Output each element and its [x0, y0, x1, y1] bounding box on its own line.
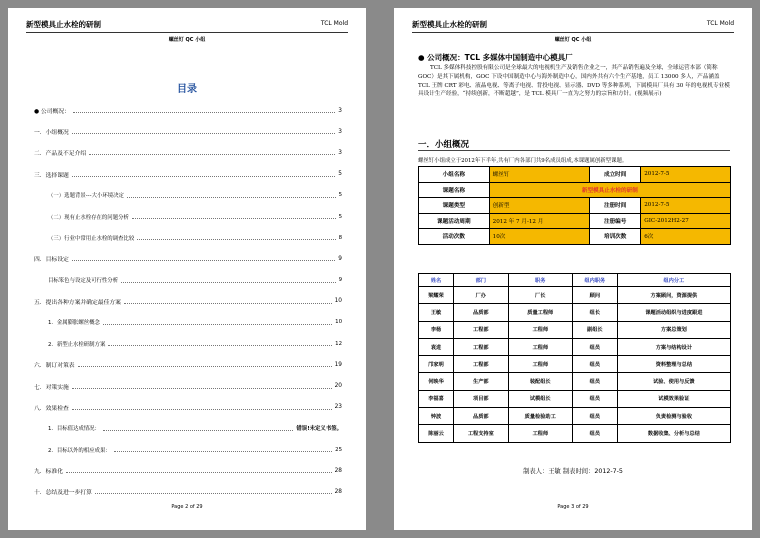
toc-leader-dots: [72, 409, 332, 410]
group-intro: 螺丝钉小组成立于2012年下半年,共有厂内各部门共9名成员组成,本课题属创新型课题。: [418, 158, 628, 164]
toc-entry-page: 12: [335, 340, 342, 347]
toc-entry-label: （二）现有止水栓存在的问题分析: [48, 214, 129, 221]
table-cell: 邝家明: [419, 356, 454, 373]
info-value: 2012 年 7 月-12 月: [489, 213, 589, 229]
info-label: 活动次数: [419, 229, 490, 245]
toc-leader-dots: [66, 472, 332, 473]
table-row: [419, 321, 731, 338]
table-cell: 方案与结构设计: [617, 338, 730, 355]
table-cell: 厂办: [454, 287, 509, 304]
header-brand: TCL Mold: [706, 20, 734, 27]
header-title: 新型模具止水栓的研制: [412, 20, 487, 29]
toc-entry[interactable]: [34, 164, 342, 185]
toc-entry-page: 9: [338, 277, 342, 284]
toc-entry-label: 1．目标值达成情况：: [48, 426, 100, 433]
table-of-contents: [34, 100, 342, 503]
toc-leader-dots: [72, 260, 336, 261]
toc-entry-page: 28: [334, 488, 342, 495]
toc-entry[interactable]: [34, 291, 342, 312]
toc-entry[interactable]: [34, 312, 342, 333]
toc-entry[interactable]: [34, 206, 342, 227]
table-cell: 工程支持室: [454, 425, 509, 442]
toc-leader-dots: [95, 493, 332, 494]
group-info-table: [418, 166, 731, 245]
table-cell: 生产部: [454, 373, 509, 390]
table-cell: 何映华: [419, 373, 454, 390]
topic-value: 新型模具止水栓的研制: [489, 182, 730, 198]
info-value: GIC-2012H2-27: [641, 213, 731, 229]
toc-leader-dots: [121, 282, 335, 283]
table-maker-line: 制表人：王敏 制表时间：2012-7-5: [523, 468, 623, 475]
toc-leader-dots: [108, 345, 332, 346]
toc-entry-label: 2．新型止水栓研制方案: [48, 341, 106, 348]
toc-entry[interactable]: [34, 439, 342, 460]
column-header: 组内分工: [617, 274, 730, 287]
toc-leader-dots: [72, 388, 332, 389]
info-value: 2012-7-5: [641, 198, 731, 214]
table-cell: 工程部: [454, 321, 509, 338]
toc-entry-page: 19: [334, 361, 342, 368]
table-row: [419, 304, 731, 321]
toc-entry-label: 1．金属膨胀螺丝概念: [48, 320, 100, 327]
toc-entry[interactable]: [34, 270, 342, 291]
toc-entry-label: （三）行业中常用止水栓的调查比较: [48, 235, 135, 242]
table-row: [419, 408, 731, 425]
table-row: [419, 390, 731, 407]
toc-entry-label: 2．目标以外的相应成果：: [48, 447, 111, 454]
info-value: 6次: [641, 229, 731, 245]
page-header: [412, 18, 734, 33]
table-cell: 工程师: [508, 338, 572, 355]
table-cell: 资料整理与总结: [617, 356, 730, 373]
toc-entry-label: 八．效果检查: [34, 405, 69, 412]
toc-leader-dots: [103, 324, 332, 325]
table-cell: 组员: [572, 356, 617, 373]
toc-leader-dots: [72, 133, 336, 134]
table-cell: 钟波: [419, 408, 454, 425]
table-row: [419, 356, 731, 373]
info-value: 创新型: [489, 198, 589, 214]
info-label: 课题名称: [419, 182, 490, 198]
toc-entry[interactable]: [34, 375, 342, 396]
table-cell: 组长: [572, 304, 617, 321]
toc-leader-dots: [103, 430, 293, 431]
toc-entry-page: 28: [334, 467, 342, 474]
toc-entry-page: 错误!未定义书签。: [296, 426, 342, 433]
toc-entry[interactable]: [34, 121, 342, 142]
table-cell: 试模组长: [508, 390, 572, 407]
toc-entry[interactable]: [34, 481, 342, 502]
table-cell: 质量工程师: [508, 304, 572, 321]
table-row: [419, 338, 731, 355]
toc-entry-label: 目标笨色与设定及可行性分析: [48, 278, 119, 285]
table-cell: 厂长: [508, 287, 572, 304]
table-cell: 试验、使用与反馈: [617, 373, 730, 390]
toc-leader-dots: [124, 303, 332, 304]
toc-leader-dots: [132, 218, 336, 219]
table-cell: 课题活动组织与进度跟进: [617, 304, 730, 321]
table-cell: 袁进: [419, 338, 454, 355]
toc-entry-page: 3: [338, 149, 342, 156]
table-row: [419, 425, 731, 442]
table-cell: 方案顾问，资源提供: [617, 287, 730, 304]
toc-entry[interactable]: [34, 100, 342, 121]
table-cell: 品质部: [454, 304, 509, 321]
header-brand: TCL Mold: [320, 20, 348, 27]
table-cell: 工程师: [508, 425, 572, 442]
info-label: 注册编号: [590, 213, 641, 229]
page-footer: Page 2 of 29: [171, 504, 203, 510]
toc-entry-page: 20: [334, 383, 342, 390]
column-header: 职务: [508, 274, 572, 287]
toc-entry-page: 5: [338, 192, 342, 199]
info-value: 10次: [489, 229, 589, 245]
column-header: 姓名: [419, 274, 454, 287]
toc-entry-page: 23: [334, 404, 342, 411]
column-header: 部门: [454, 274, 509, 287]
heading-rule: [418, 150, 730, 151]
toc-entry-page: 5: [338, 213, 342, 220]
table-row: [419, 287, 731, 304]
toc-entry-label: 四．目标设定: [34, 257, 69, 264]
table-cell: 工程部: [454, 356, 509, 373]
info-label: 注册时间: [590, 198, 641, 214]
table-cell: 组员: [572, 338, 617, 355]
toc-entry-page: 10: [335, 319, 342, 326]
subheader: 螺丝钉 QC 小组: [554, 37, 592, 43]
table-cell: 质量检验助工: [508, 408, 572, 425]
group-heading: 一．小组概况: [418, 140, 470, 150]
toc-entry[interactable]: [34, 142, 342, 163]
info-label: 课题类型: [419, 198, 490, 214]
toc-entry-label: 七．对策实施: [34, 384, 69, 391]
company-paragraph: TCL 多媒体科技控股有限公司是全球最大的电视机生产及销售企业之一，其产品销售遍及全球，全球运营本部（简称 GOC）是其下属机构，GOC 下设中国制造中心与海外制造中心，国内外共有六个生产基地，员工 13000 多人，产品涵盖 TCL 王牌 CRT 彩电、液晶电视、等离子电视、背投电视、显示器、DVD 等多种系列，下属模具厂具有 30 年的电视机专业模具设计生产经验，“持续创新，不断超越”，是 TCL 模具厂一直为之努力的宗旨和方针。(视频展示): [418, 65, 730, 98]
toc-entry-page: 3: [338, 128, 342, 135]
toc-entry[interactable]: [34, 460, 342, 481]
toc-entry-page: 9: [338, 255, 342, 262]
table-cell: 王敏: [419, 304, 454, 321]
toc-entry-label: 十．总结及进一步打算: [34, 490, 92, 497]
info-value: 2012-7-5: [641, 167, 731, 183]
table-cell: 梁耀荣: [419, 287, 454, 304]
toc-entry[interactable]: [34, 354, 342, 375]
table-cell: 组员: [572, 408, 617, 425]
table-cell: 组员: [572, 373, 617, 390]
toc-entry-page: 8: [338, 234, 342, 241]
info-label: 培训次数: [590, 229, 641, 245]
table-cell: 工程师: [508, 356, 572, 373]
table-cell: 顾问: [572, 287, 617, 304]
table-cell: 负责检测与验收: [617, 408, 730, 425]
table-cell: 项目部: [454, 390, 509, 407]
info-value: 螺丝钉: [489, 167, 589, 183]
table-cell: 数据收集、分析与总结: [617, 425, 730, 442]
table-cell: 方案总策划: [617, 321, 730, 338]
toc-entry[interactable]: [34, 397, 342, 418]
toc-entry-page: 10: [334, 298, 342, 305]
toc-leader-dots: [72, 176, 336, 177]
toc-entry[interactable]: [34, 333, 342, 354]
toc-entry-label: 五．提出各种方案并确定最佳方案: [34, 299, 121, 306]
table-cell: 试模效果验证: [617, 390, 730, 407]
toc-leader-dots: [137, 239, 335, 240]
table-row: [419, 373, 731, 390]
toc-leader-dots: [89, 154, 335, 155]
toc-entry-label: 六．制订对策表: [34, 363, 75, 370]
table-cell: 装配组长: [508, 373, 572, 390]
page-2: [8, 8, 366, 530]
member-table-header: [419, 274, 731, 287]
subheader: 螺丝钉 QC 小组: [168, 37, 206, 43]
info-label: 小组名称: [419, 167, 490, 183]
info-label: 课题活动周期: [419, 213, 490, 229]
toc-leader-dots: [127, 197, 336, 198]
column-header: 组内职务: [572, 274, 617, 287]
page-footer: Page 3 of 29: [557, 504, 589, 510]
table-cell: 组员: [572, 425, 617, 442]
toc-entry[interactable]: [34, 185, 342, 206]
toc-leader-dots: [114, 451, 332, 452]
toc-entry[interactable]: [34, 227, 342, 248]
info-label: 成立时间: [590, 167, 641, 183]
member-table: [418, 273, 731, 443]
toc-entry-page: 25: [335, 446, 342, 453]
toc-entry-label: 一．小组概况: [34, 130, 69, 137]
toc-entry-label: ● 公司概况：: [34, 109, 70, 116]
table-cell: 副组长: [572, 321, 617, 338]
table-cell: 李福喜: [419, 390, 454, 407]
toc-leader-dots: [73, 112, 335, 113]
toc-entry[interactable]: [34, 248, 342, 269]
toc-entry-page: 5: [338, 171, 342, 178]
toc-entry-label: 二．产品及不足介绍: [34, 151, 87, 158]
company-heading: ● 公司概况：TCL 多媒体中国制造中心模具厂: [418, 53, 573, 62]
table-cell: 品质部: [454, 408, 509, 425]
table-cell: 李杨: [419, 321, 454, 338]
toc-entry-label: 九．标准化: [34, 469, 63, 476]
toc-title: 目录: [177, 84, 197, 95]
toc-leader-dots: [78, 366, 332, 367]
toc-entry-label: 三．选择课题: [34, 172, 69, 179]
table-cell: 陈丽云: [419, 425, 454, 442]
toc-entry[interactable]: [34, 418, 342, 439]
toc-entry-label: （一）选题背景---大小环境决定: [48, 193, 124, 200]
page-header: [26, 18, 348, 33]
page-3: [394, 8, 752, 530]
table-cell: 工程部: [454, 338, 509, 355]
table-cell: 组员: [572, 390, 617, 407]
header-title: 新型模具止水栓的研制: [26, 20, 101, 29]
toc-entry-page: 3: [338, 107, 342, 114]
table-cell: 工程师: [508, 321, 572, 338]
